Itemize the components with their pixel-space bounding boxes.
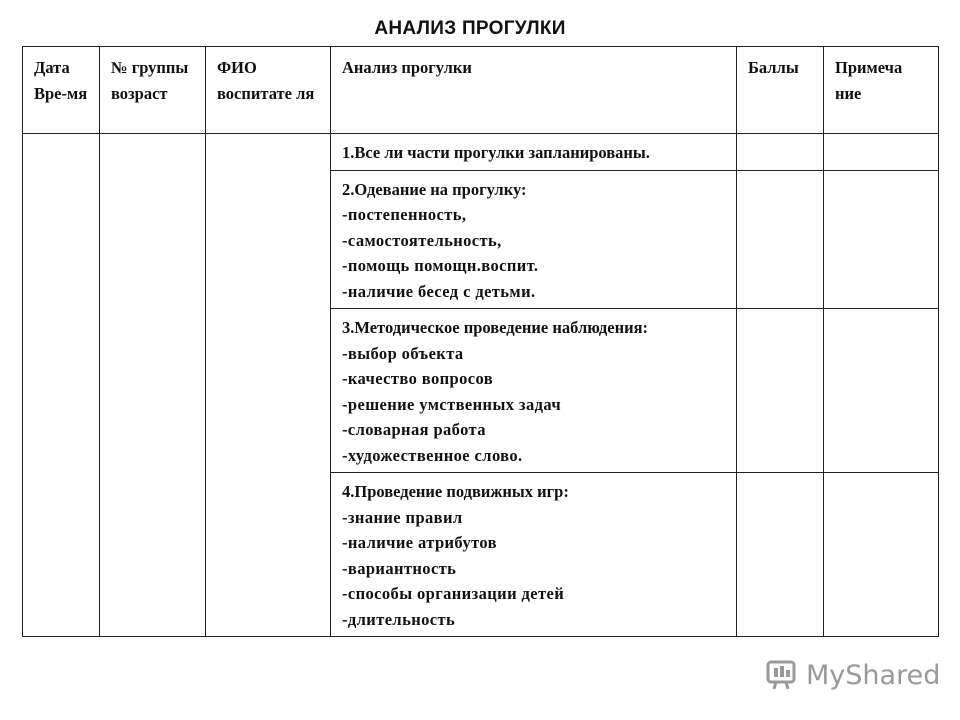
- page-title: АНАЛИЗ ПРОГУЛКИ: [374, 18, 566, 39]
- analysis-item: -наличие бесед с детьми.: [342, 281, 536, 301]
- note-cell: [824, 170, 939, 309]
- watermark-text: MyShared: [806, 659, 941, 691]
- header-score: Баллы: [737, 47, 824, 134]
- analysis-cell: [331, 170, 737, 309]
- score-cell: [737, 170, 824, 309]
- date-time-cell: [23, 134, 100, 637]
- table-row: [23, 134, 939, 171]
- analysis-cell: [331, 134, 737, 171]
- analysis-cell: [331, 309, 737, 473]
- header-group: № группы возраст: [100, 47, 206, 134]
- analysis-item: -наличие атрибутов: [342, 533, 497, 552]
- score-cell: [737, 309, 824, 473]
- header-analysis: Анализ прогулки: [331, 47, 737, 134]
- analysis-item: -качество вопросов: [342, 369, 494, 388]
- analysis-item: -решение умственных задач: [342, 394, 562, 414]
- analysis-title: 2.Одевание на прогулку:: [342, 179, 527, 199]
- analysis-title: 1.Все ли части прогулки запланированы.: [342, 143, 650, 162]
- score-cell: [737, 473, 824, 637]
- analysis-item: -постепенность,: [342, 205, 467, 224]
- analysis-title: 4.Проведение подвижных игр:: [342, 482, 569, 501]
- note-cell: [824, 134, 939, 171]
- myshared-logo-icon: [766, 659, 800, 691]
- analysis-item: -вариантность: [342, 558, 457, 578]
- header-date-time: Дата Вре-мя: [23, 47, 100, 134]
- analysis-item: -длительность: [342, 609, 456, 629]
- table-body: [23, 134, 939, 637]
- analysis-item: -выбор объекта: [342, 343, 464, 363]
- table-header-row: [23, 47, 939, 134]
- analysis-item: -самостоятельность,: [342, 230, 502, 250]
- analysis-title: 3.Методическое проведение наблюдения:: [342, 318, 649, 337]
- walk-analysis-table: [22, 46, 939, 637]
- note-cell: [824, 309, 939, 473]
- note-cell: [824, 473, 939, 637]
- analysis-item: -знание правил: [342, 507, 463, 527]
- score-cell: [737, 134, 824, 171]
- myshared-watermark: [766, 655, 940, 695]
- analysis-item: -художественное слово.: [342, 445, 523, 465]
- group-cell: [100, 134, 206, 637]
- analysis-item: -способы организации детей: [342, 584, 565, 603]
- header-teacher: ФИО воспитате ля: [206, 47, 331, 134]
- header-note: Примеча ние: [824, 47, 939, 134]
- analysis-cell: [331, 473, 737, 637]
- analysis-item: -помощь помощн.воспит.: [342, 256, 539, 275]
- teacher-cell: [206, 134, 331, 637]
- analysis-item: -словарная работа: [342, 420, 486, 439]
